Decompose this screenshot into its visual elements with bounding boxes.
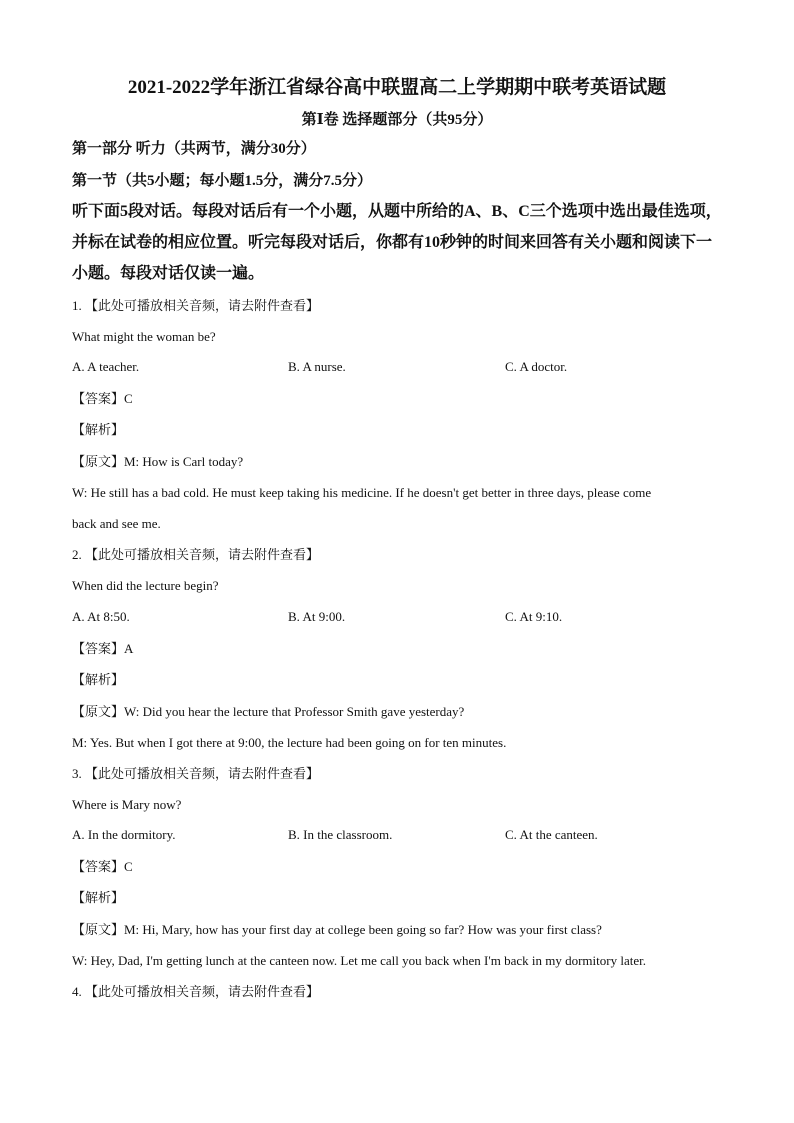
analysis-label: 【解析】 [72, 672, 125, 687]
question-3-header [72, 765, 754, 783]
question-text: When did the lecture begin? [72, 578, 219, 593]
question-number: 1. [72, 298, 82, 313]
transcript-line: 【原文】M: How is Carl today? [72, 454, 244, 469]
transcript-line: M: Yes. But when I got there at 9:00, the lecture had been going on for ten minutes. [72, 735, 507, 750]
audio-link[interactable]: 【此处可播放相关音频，请去附件查看】 [85, 984, 320, 999]
instructions-line: 听下面5段对话。每段对话后有一个小题，从题中所给的A、B、C三个选项中选出最佳选项， [72, 203, 722, 220]
transcript-line: 【原文】M: Hi, Mary, how has your first day at college been going so far? How was your first class? [72, 922, 602, 937]
question-number: 2. [72, 547, 82, 562]
part-heading: 第一部分 听力（共两节，满分30分） [72, 141, 316, 157]
option-c: C. At 9:10. [505, 609, 563, 624]
option-c: C. A doctor. [505, 359, 568, 374]
page-title: 2021-2022学年浙江省绿谷高中联盟高二上学期期中联考英语试题 [127, 77, 667, 98]
question-number: 3. [72, 766, 82, 781]
option-b: B. In the classroom. [288, 827, 393, 842]
instructions-line: 小题。每段对话仅读一遍。 [72, 265, 265, 282]
transcript-line: 【原文】W: Did you hear the lecture that Professor Smith gave yesterday? [72, 704, 465, 719]
option-a: A. A teacher. [72, 359, 140, 374]
option-a: A. In the dormitory. [72, 827, 176, 842]
option-c: C. At the canteen. [505, 827, 598, 842]
option-a: A. At 8:50. [72, 609, 130, 624]
instructions-line: 并标在试卷的相应位置。听完每段对话后，你都有10秒钟的时间来回答有关小题和阅读下一 [72, 234, 713, 251]
audio-link[interactable]: 【此处可播放相关音频，请去附件查看】 [85, 766, 320, 781]
question-number: 4. [72, 984, 82, 999]
section-heading: 第一节（共5小题；每小题1.5分，满分7.5分） [72, 173, 373, 189]
question-text: What might the woman be? [72, 329, 216, 344]
transcript-line: W: He still has a bad cold. He must keep taking his medicine. If he doesn't get better in three days, please come [72, 485, 652, 500]
transcript-line: back and see me. [72, 516, 161, 531]
question-1-header [72, 297, 754, 315]
section-title: 第Ⅰ卷 选择题部分（共95分） [301, 112, 493, 128]
answer: 【答案】C [72, 859, 133, 874]
audio-link[interactable]: 【此处可播放相关音频，请去附件查看】 [85, 298, 320, 313]
transcript-line: W: Hey, Dad, I'm getting lunch at the canteen now. Let me call you back when I'm back in my dormitory later. [72, 953, 646, 968]
option-b: B. A nurse. [288, 359, 346, 374]
analysis-label: 【解析】 [72, 890, 125, 905]
audio-link[interactable]: 【此处可播放相关音频，请去附件查看】 [85, 547, 320, 562]
analysis-label: 【解析】 [72, 422, 125, 437]
answer: 【答案】C [72, 391, 133, 406]
question-2-header [72, 546, 754, 564]
question-4-header [72, 983, 754, 1001]
option-b: B. At 9:00. [288, 609, 346, 624]
answer: 【答案】A [72, 641, 134, 656]
question-text: Where is Mary now? [72, 797, 182, 812]
